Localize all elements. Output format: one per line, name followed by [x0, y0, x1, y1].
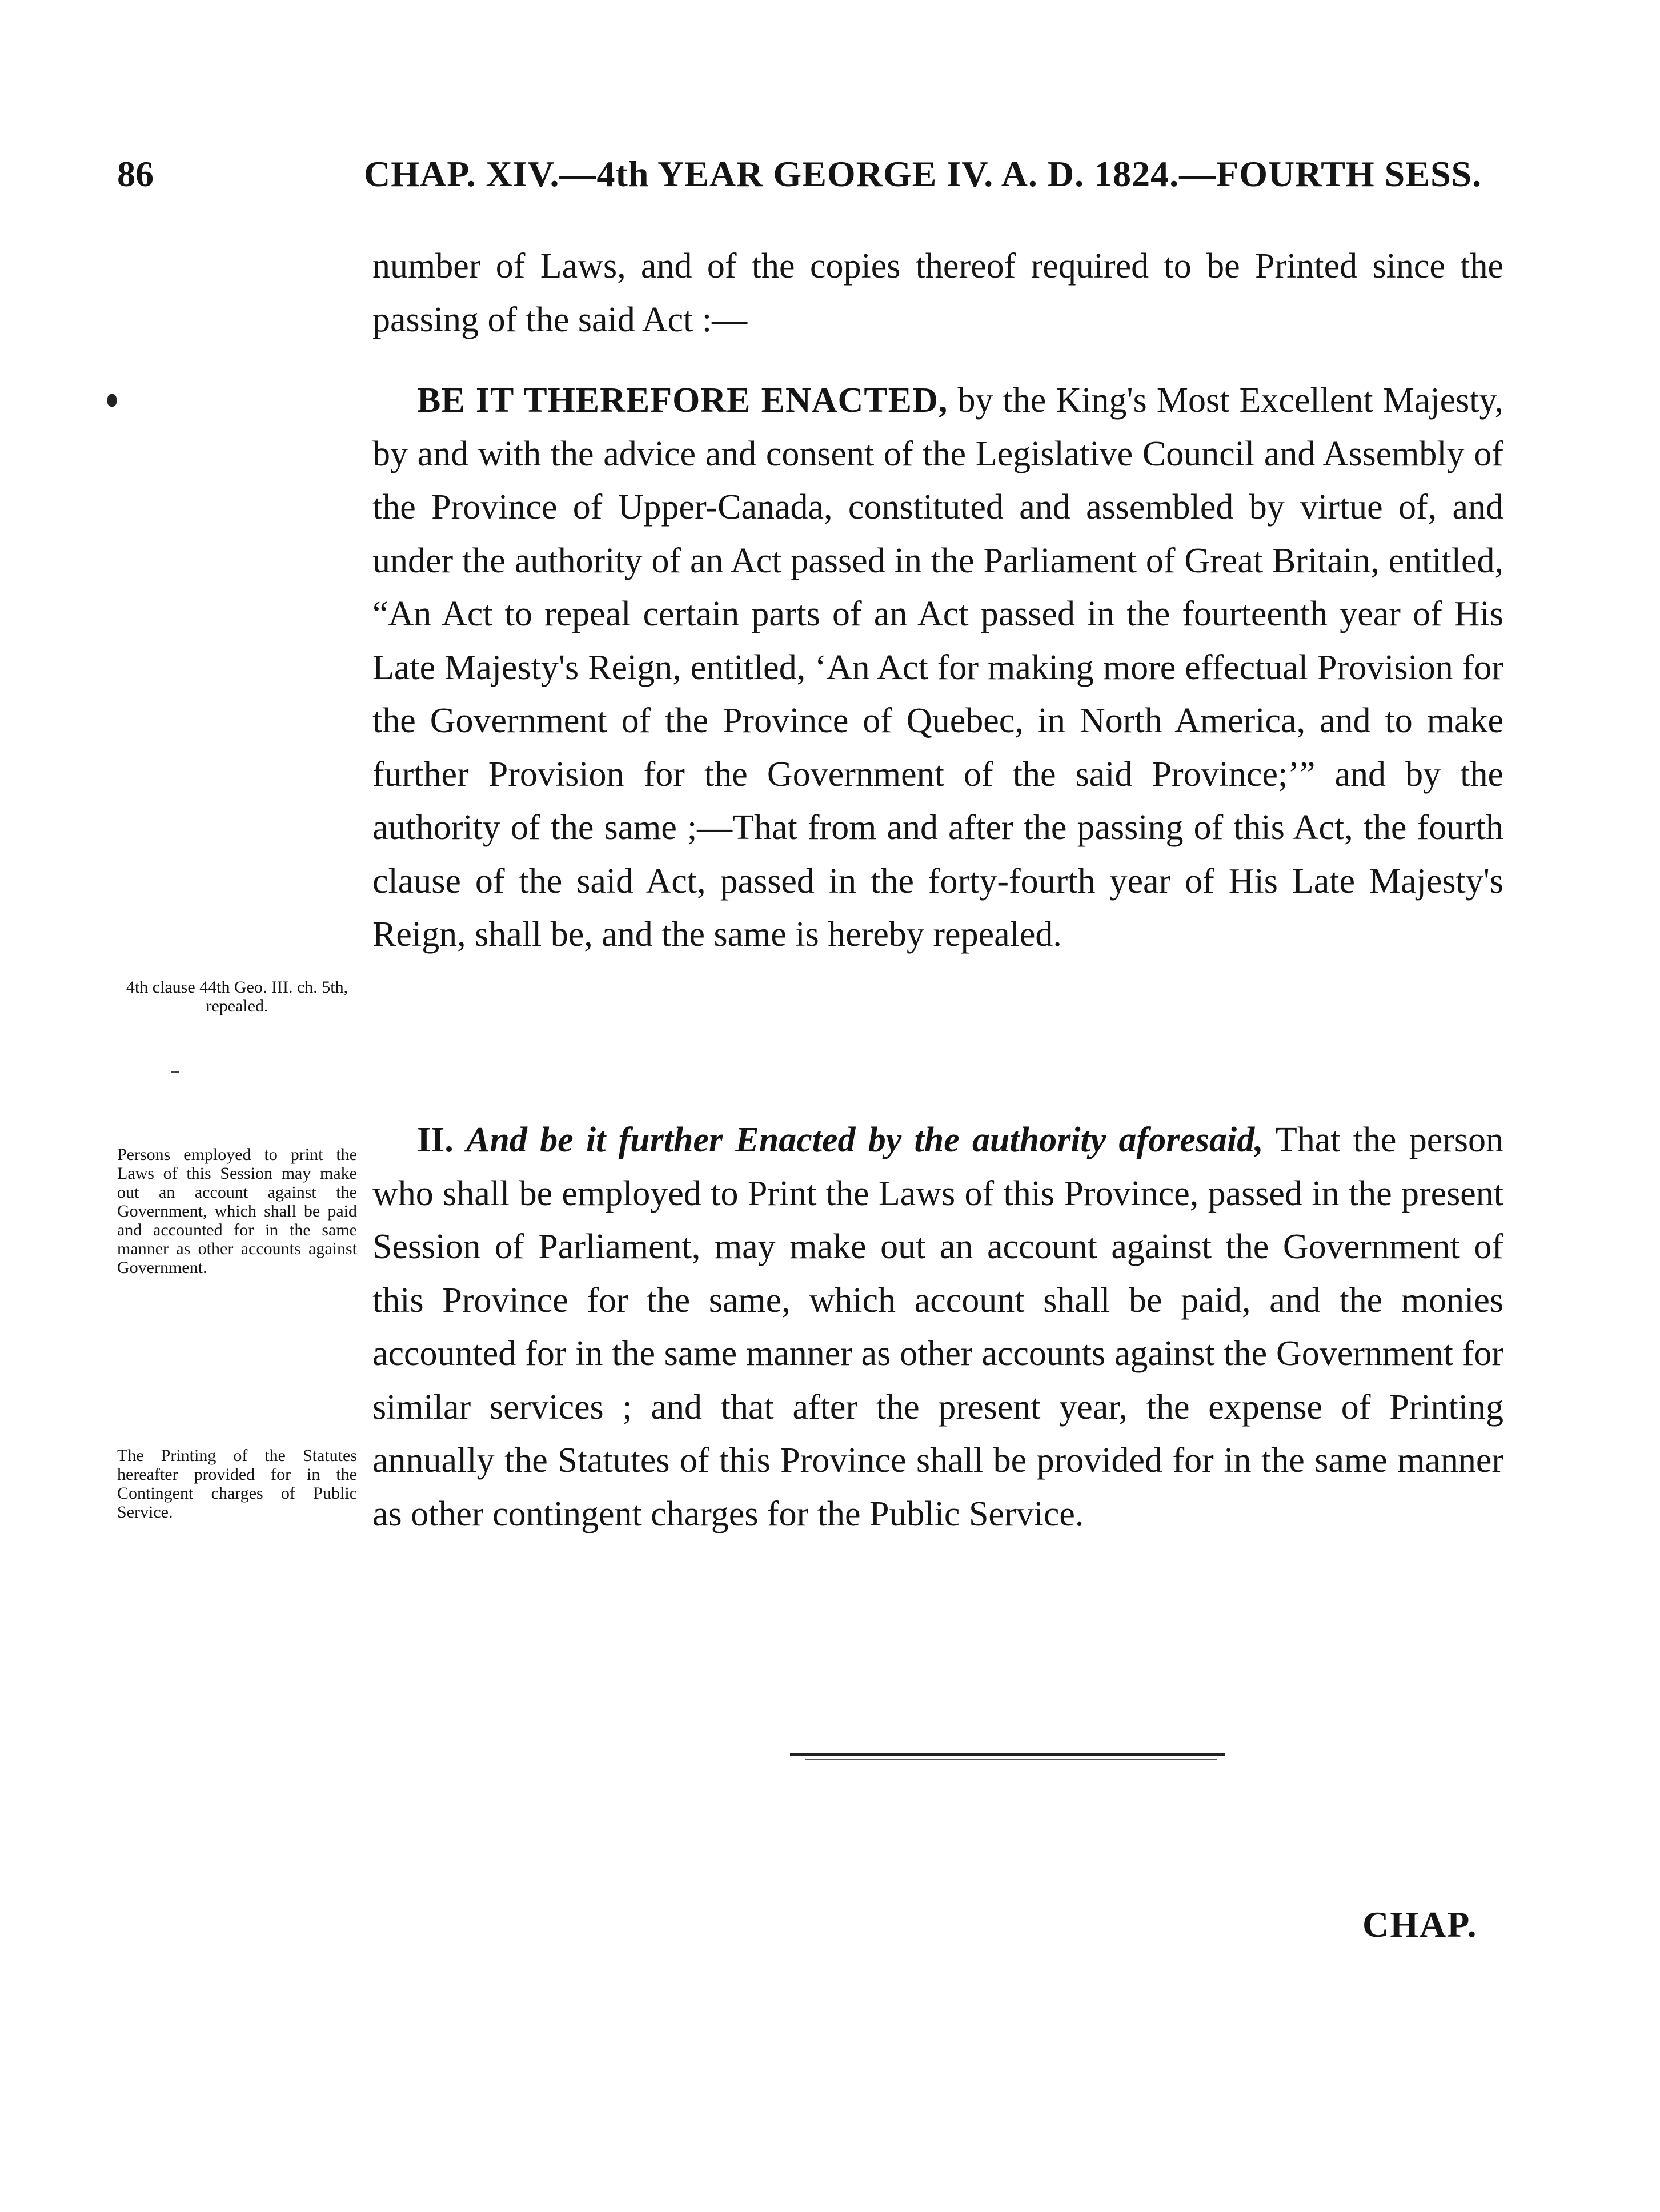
- closing-rule-thin: [805, 1759, 1217, 1760]
- sidenote-contingent-charges: The Printing of the Statutes hereafter provided for in the Contingent charges of Public Service.: [117, 1446, 357, 1521]
- sidenote-repealed: 4th clause 44th Geo. III. ch. 5th, repealed.: [126, 978, 348, 1015]
- running-head: [117, 153, 1602, 204]
- enacting-clause: [372, 374, 1503, 962]
- section-2-italic-lead: And be it further Enacted by the authority aforesaid,: [466, 1121, 1264, 1159]
- margin-mark: [107, 394, 117, 407]
- intro-paragraph-block: [372, 240, 1503, 347]
- catchword: CHAP.: [1362, 1904, 1478, 1945]
- enacting-clause-caps: BE IT THEREFORE ENACTED,: [417, 381, 948, 420]
- sidenote-printing-account: Persons employed to print the Laws of this Session may make out an account against the Government, which shall be paid and accounted for in the same manner as other accounts against Government.: [117, 1145, 357, 1277]
- section-2: [372, 1114, 1503, 1541]
- page-number: 86: [117, 154, 154, 194]
- section-2-text: That the person who shall be employed to Print the Laws of this Province, passed in the present Session of Parliament, may make out an account against the Government of this Province for the same, which account shall be paid, and the monies accounted for in the same manner as other accounts against the Government for similar services ; and that after the present year, the expense of Printing annually the Statutes of this Province shall be provided for in the same manner as other contingent charges for the Public Service.: [372, 1121, 1503, 1533]
- enacting-clause-block: [372, 374, 1503, 962]
- intro-paragraph: number of Laws, and of the copies thereof required to be Printed since the passing of the said Act :—: [372, 247, 1503, 339]
- enacting-clause-text: by the King's Most Excellent Majesty, by and with the advice and consent of the Legislative Council and Assembly of the Province of Upper-Canada, constituted and assembled by virtue of, and under the authority of an Act passed in the Parliament of Great Britain, entitled, “An Act to repeal certain parts of an Act passed in the fourteenth year of His Late Majesty's Reign, entitled, ‘An Act for making more effectual Provision for the Government of the Province of Quebec, in North America, and to make further Provision for the Government of the said Province;’” and by the authority of the same ;—That from and after the passing of this Act, the fourth clause of the said Act, passed in the forty-fourth year of His Late Majesty's Reign, shall be, and the same is hereby repealed.: [372, 381, 1503, 954]
- chapter-heading: CHAP. XIV.—4th YEAR GEORGE IV. A. D. 1824.—FOURTH SESS.: [364, 154, 1482, 194]
- margin-tick: [171, 1071, 179, 1073]
- section-2-block: [372, 1114, 1503, 1541]
- section-2-number: II.: [417, 1121, 454, 1159]
- closing-rule: [790, 1753, 1225, 1756]
